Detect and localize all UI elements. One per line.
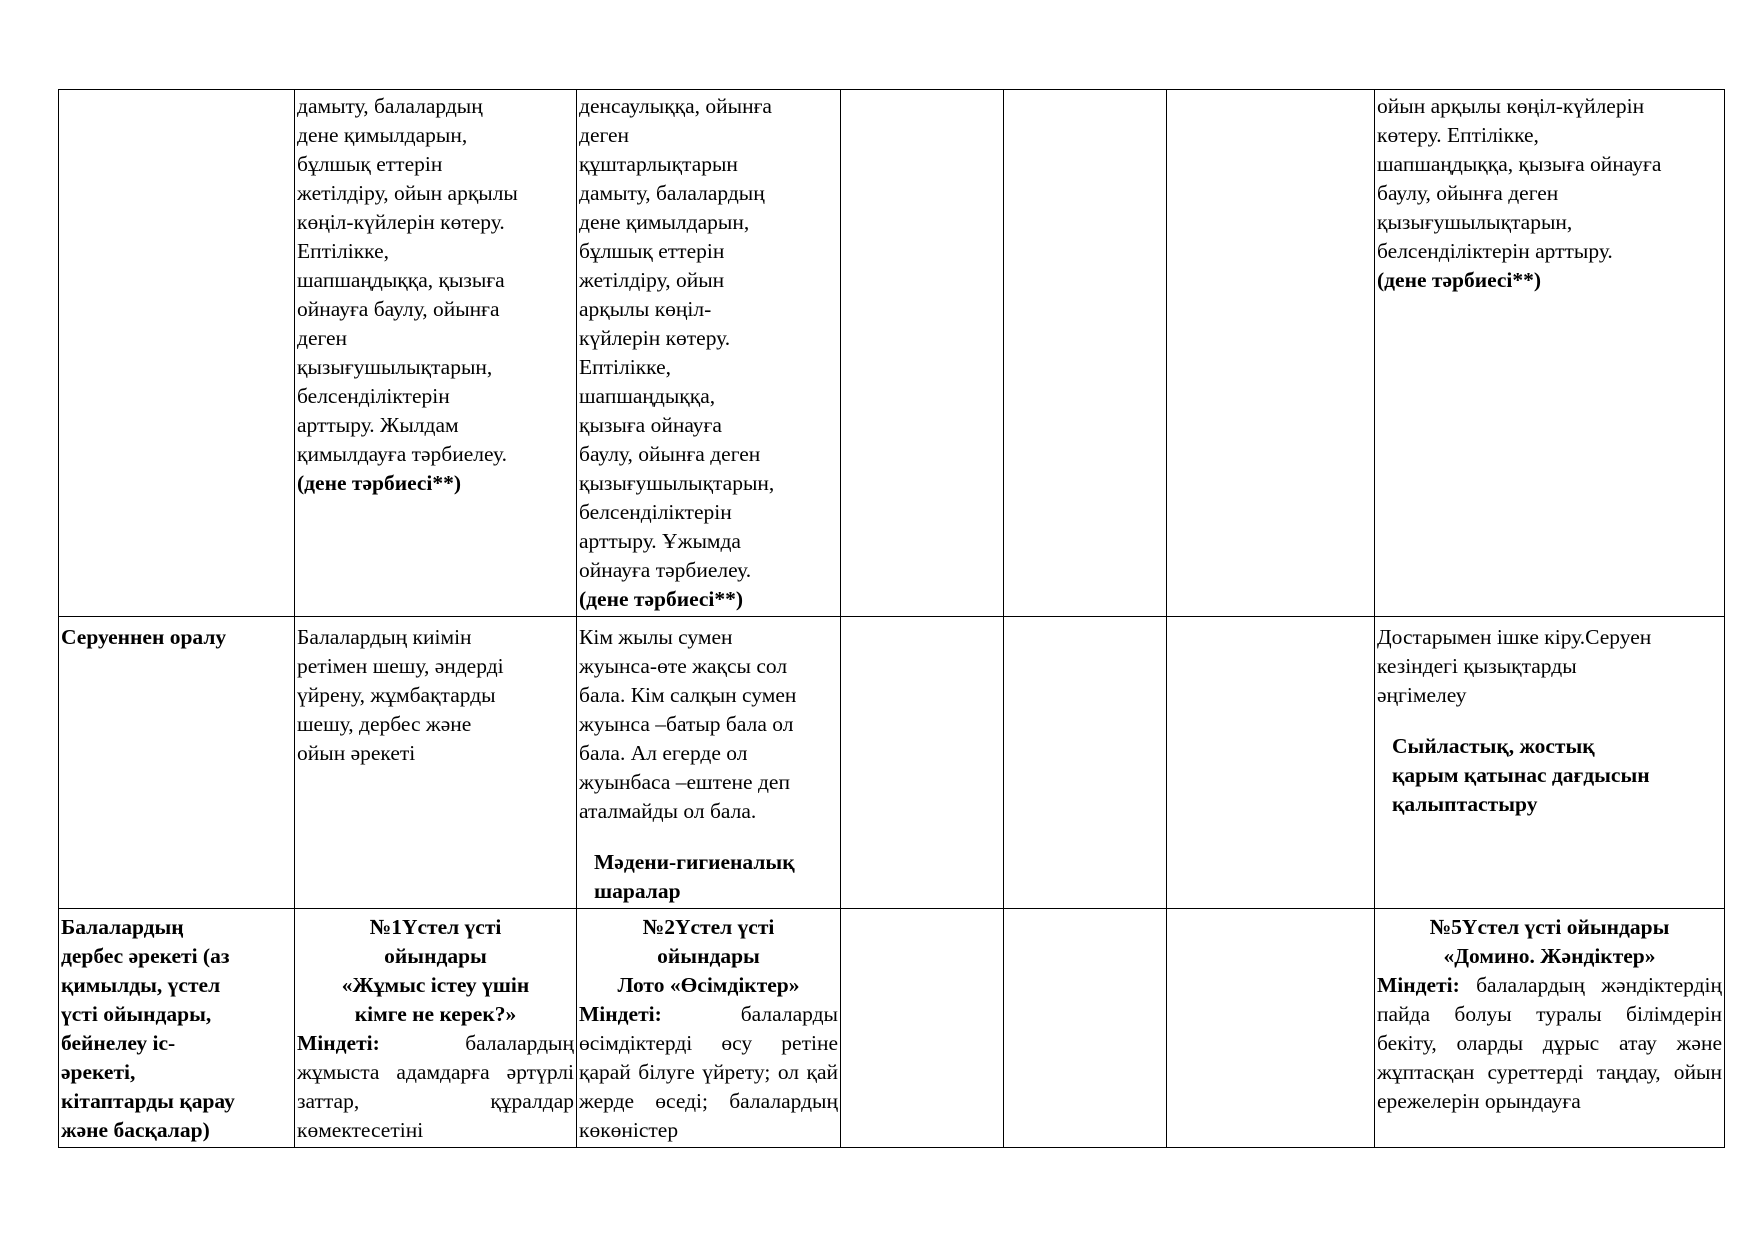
cell-text: Балалардың киімін ретімен шешу, әндерді үйрену, жұмбақтарды шешу, дербес және ойын әрекеті [297, 625, 504, 765]
empty-cell [1004, 909, 1167, 1148]
cell-text: денсаулыққа, ойынға деген құштарлықтарын дамыту, балалардың дене қимылдарын, бұлшық еттерін жетілдіру, ойын арқылы көңіл- күйлерін көтеру. Ептілікке, шапшаңдыққа, қызыға ойнауға баулу, ойынға деген қызығушылықтарын, белсенділіктерін арттыру. Ұжымда ойнауға тәрбиелеу. [579, 94, 775, 582]
game-title: №5Үстел үсті ойындары «Домино. Жәндіктер» [1429, 915, 1670, 968]
empty-cell [1167, 909, 1375, 1148]
row-label: Балалардың дербес әрекеті (аз қимылды, үстел үсті ойындары, бейнелеу іс- әрекеті, кітаптарды қарау және басқалар) [61, 915, 235, 1142]
friday-cell [1375, 90, 1725, 617]
cell-text: Кім жылы сумен жуынса-өте жақсы сол бала. Кім салқын сумен жуынса –батыр бала ол бала. Ал егерде ол жуынбаса –ештене деп аталмайды ол бала. [579, 625, 797, 823]
cell-note: (дене тәрбиесі**) [579, 587, 744, 611]
friday-cell [1375, 909, 1725, 1148]
task-text: балалардың жәндіктердің пайда болуы туралы білімдерін бекіту, оларды дұрыс атау және жұптасқан суреттерді таңдау, ойын ережелерін орындауға [1377, 973, 1722, 1113]
cell-note: Мәдени-гигиеналық шаралар [594, 850, 795, 903]
empty-cell [1167, 617, 1375, 909]
task-text: балаларды өсімдіктерді өсу ретіне қарай білуге үйрету; ол қай жерде өседі; балалардың көкөністер [579, 1002, 838, 1142]
tuesday-cell [577, 909, 841, 1148]
task-label: Міндеті: [297, 1031, 380, 1055]
row-label-cell [59, 909, 295, 1148]
task-label: Міндеті: [579, 1002, 662, 1026]
empty-cell [841, 617, 1004, 909]
task-text: балалардың жұмыста адамдарға әртүрлі заттар, құралдар көмектесетіні [297, 1031, 574, 1142]
empty-cell [1167, 90, 1375, 617]
cell-note: (дене тәрбиесі**) [297, 471, 462, 495]
table-row [59, 617, 1725, 909]
row-label: Серуеннен оралу [61, 625, 227, 649]
cell-text: ойын арқылы көңіл-күйлерін көтеру. Ептілікке, шапшаңдыққа, қызыға ойнауға баулу, ойынға деген қызығушылықтарын, белсенділіктерін арттыру. [1377, 94, 1662, 263]
friday-cell [1375, 617, 1725, 909]
cell-note: (дене тәрбиесі**) [1377, 268, 1542, 292]
row-label-cell [59, 90, 295, 617]
row-label-cell [59, 617, 295, 909]
empty-cell [841, 90, 1004, 617]
empty-cell [1004, 90, 1167, 617]
table-row [59, 90, 1725, 617]
cell-text: дамыту, балалардың дене қимылдарын, бұлшық еттерін жетілдіру, ойын арқылы көңіл-күйлерін көтеру. Ептілікке, шапшаңдыққа, қызыға ойнауға баулу, ойынға деген қызығушылықтарын, белсенділіктерін арттыру. Жылдам қимылдауға тәрбиелеу. [297, 94, 518, 466]
monday-cell [295, 90, 577, 617]
game-title: №1Үстел үсті ойындары «Жұмыс істеу үшін кімге не керек?» [341, 915, 530, 1026]
cell-note: Сыйластық, жостық қарым қатынас дағдысын қалыптастыру [1392, 734, 1650, 816]
table-row [59, 909, 1725, 1148]
monday-cell [295, 617, 577, 909]
task-label: Міндеті: [1377, 973, 1460, 997]
empty-cell [841, 909, 1004, 1148]
empty-cell [1004, 617, 1167, 909]
tuesday-cell [577, 617, 841, 909]
cell-text: Достарымен ішке кіру.Серуен кезіндегі қызықтарды әңгімелеу [1377, 625, 1652, 707]
tuesday-cell [577, 90, 841, 617]
plan-table [58, 89, 1725, 1148]
monday-cell [295, 909, 577, 1148]
game-title: №2Үстел үсті ойындары Лото «Өсімдіктер» [617, 915, 800, 997]
